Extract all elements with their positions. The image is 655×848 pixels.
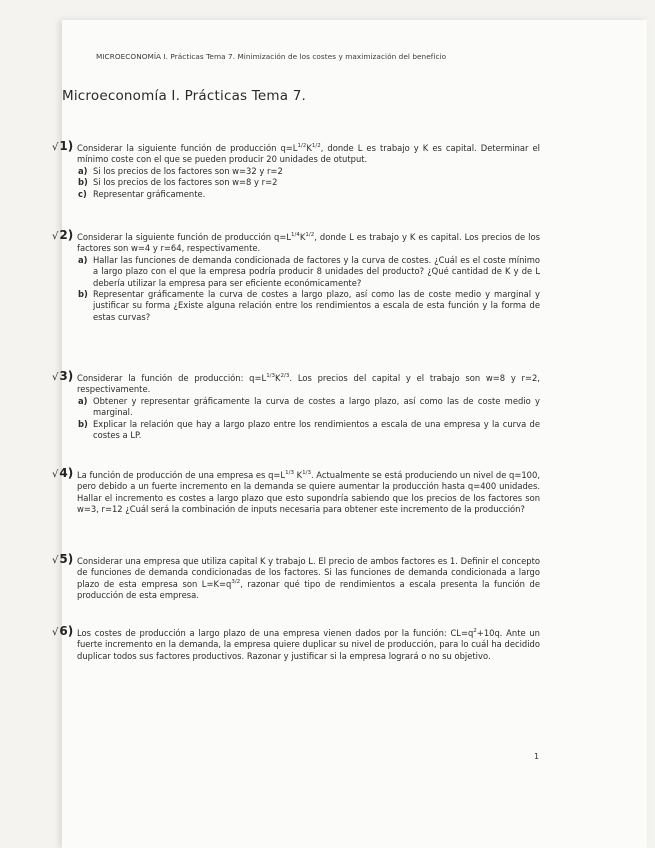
exercise-statement: √6) Los costes de producción a largo plazo de una empresa vienen dados por la función: $CL=q^2+10q$. Ante un fuerte incremento en la demanda, la empresa quiere duplicar su nivel de producción, para lo cuál ha decidido duplicar todos sus factores productivos. Razonar y justificar si la empresa logrará o no su objetivo. — [52, 624, 540, 661]
exercise-4 — [52, 466, 541, 516]
exercise-number: √6) — [52, 624, 74, 638]
exercise-statement: √5) Considerar una empresa que utiliza capital K y trabajo L. El precio de ambos factores es 1. Definir el concepto de funciones de demanda condicionadas de los factores. Si las funciones de demanda condicionada a largo plazo de esta empresa son $L=K=q^{3/2}$, razonar qué tipo de rendimientos a escala presenta la función de producción de esta empresa. — [52, 552, 540, 601]
exercise-statement: √3) Considerar la función de producción: $q=L^{1/3}K^{2/3}$. Los precios del capital y el trabajo son w=8 y r=2, respectivamente. — [52, 369, 540, 395]
exercise-number: √5) — [52, 552, 74, 566]
exercise-statement: √4) La función de producción de una empresa es $q=L^{1/3}$ $K^{1/3}$. Actualmente se está produciendo un nivel de q=100, pero debido a un fuerte incremento en la demanda se quiere aumentar la producción hasta q=400 unidades. Hallar el incremento es costes a largo plazo que esto supondría sabiendo que los precios de los factores son w=3, r=12 ¿Cuál será la combinación de inputs necesaria para obtener este incremento de la producción? — [52, 466, 541, 515]
exercise-number: √1) — [52, 139, 74, 153]
running-header: MICROECONOMÍA I. Prácticas Tema 7. Minimización de los costes y maximización del beneficio — [96, 52, 447, 61]
exercise-item: c) Representar gráficamente. — [78, 188, 206, 199]
exercise-statement: √2) Considerar la siguiente función de producción $q=L^{1/4}K^{1/2}$, donde L es trabajo y K es capital. Los precios de los factores son w=4 y r=64, respectivamente. — [52, 228, 540, 254]
exercise-statement: √1) Considerar la siguiente función de producción $q=L^{1/2}K^{1/2}$, donde L es trabajo y K es capital. Determinar el mínimo coste con el que se pueden producir 20 unidades de otutput. — [52, 139, 541, 165]
exercise-number: √4) — [52, 466, 74, 480]
exercise-number: √3) — [52, 369, 74, 383]
page-number: 1 — [534, 752, 540, 761]
exercise-item: a) Si los precios de los factores son w=32 y r=2 — [78, 165, 283, 176]
exercise-item: b) Si los precios de los factores son w=8 y r=2 — [78, 177, 278, 188]
exercise-1 — [52, 139, 541, 200]
exercise-item: a) Hallar las funciones de demanda condicionada de factores y la curva de costes. ¿Cuál es el coste mínimo a largo plazo con el que la empresa podría producir 8 unidades del producto? ¿Qué cantidad de K y de L debería utilizar la empresa para ser eficiente económicamente? — [78, 254, 540, 288]
exercise-5 — [52, 552, 540, 602]
exercise-item: a) Obtener y representar gráficamente la curva de costes a largo plazo, así como las de coste medio y marginal. — [78, 395, 540, 418]
exercise-2 — [52, 228, 540, 323]
exercise-item: b) Explicar la relación que hay a largo plazo entre los rendimientos a escala de una empresa y la curva de costes a LP. — [78, 418, 540, 441]
exercise-item: b) Representar gráficamente la curva de costes a largo plazo, así como las de coste medio y marginal y justificar su forma ¿Existe alguna relación entre los rendimientos a escala de esta función y la forma de estas curvas? — [78, 289, 540, 322]
exercise-3 — [52, 369, 540, 441]
exercise-6 — [52, 624, 540, 662]
document-title: Microeconomía I. Prácticas Tema 7. — [62, 88, 307, 104]
exercise-number: √2) — [52, 228, 74, 242]
